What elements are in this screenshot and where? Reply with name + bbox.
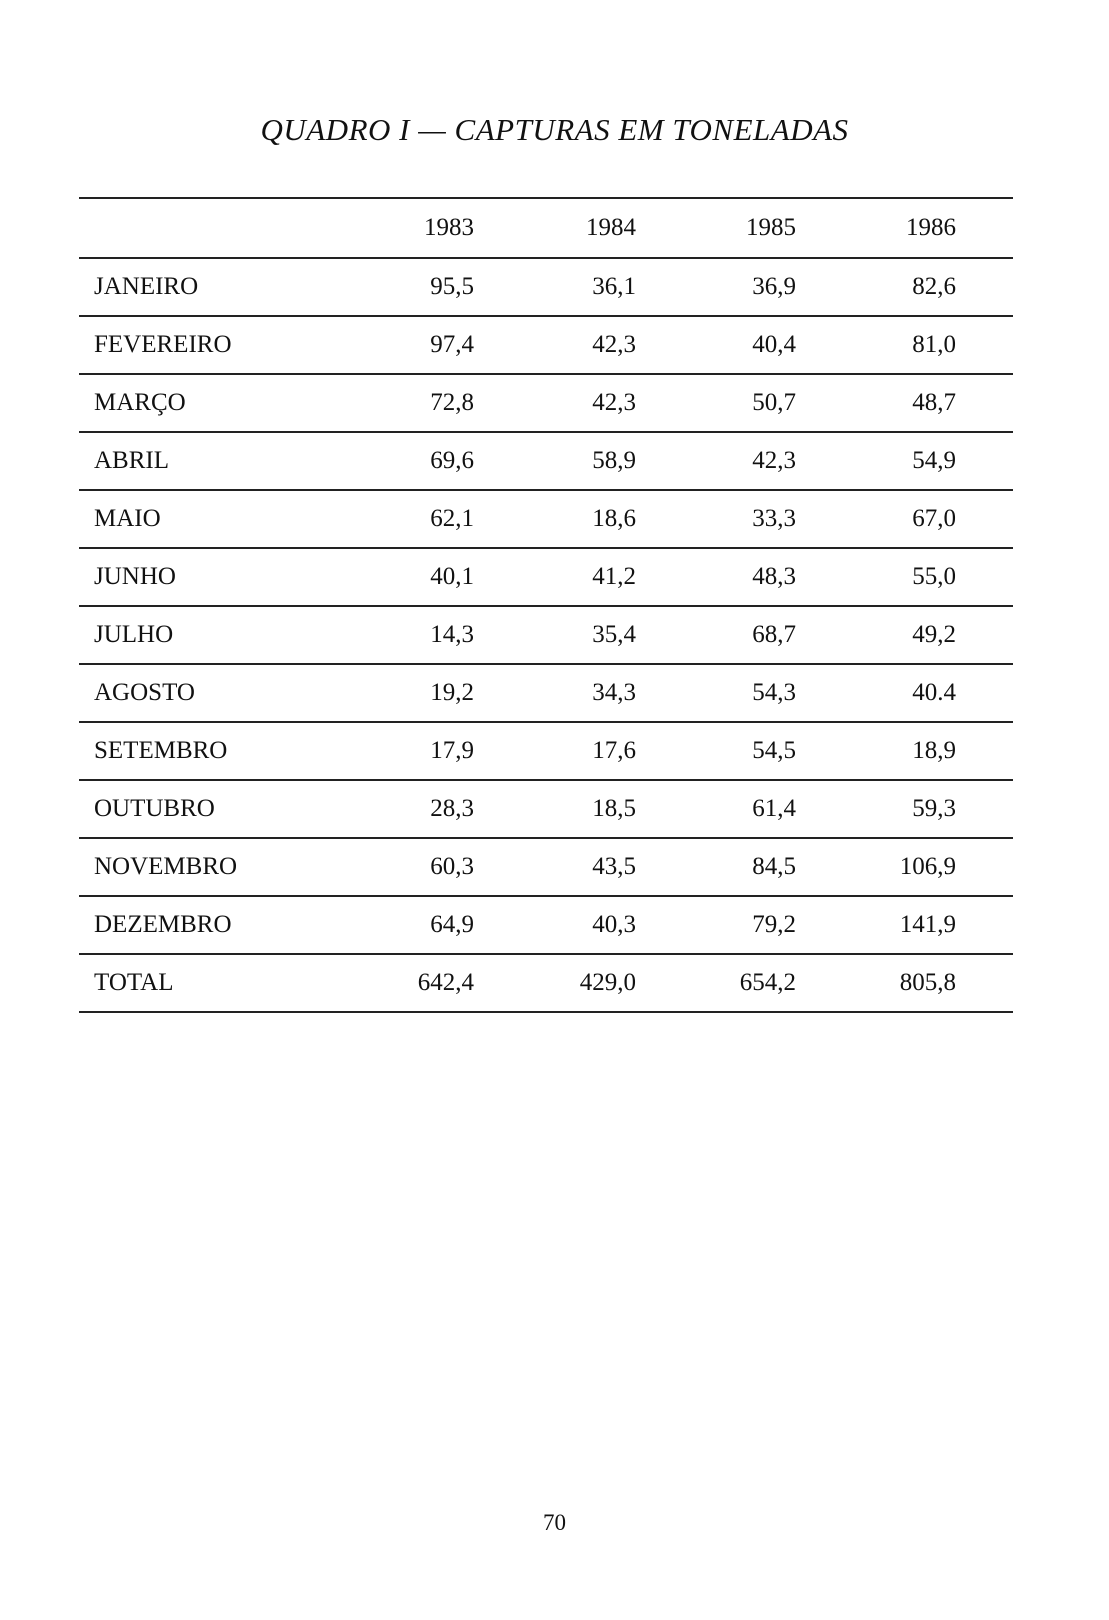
value-cell-1984: 35,4	[592, 621, 636, 648]
table-row	[79, 259, 1013, 317]
table-header-row	[79, 199, 1013, 259]
table-title: QUADRO I — CAPTURAS EM TONELADAS	[260, 112, 849, 147]
value-cell-1986: 48,7	[912, 389, 956, 416]
value-cell-1983: 69,6	[430, 447, 474, 474]
value-cell-1986: 49,2	[912, 621, 956, 648]
value-cell-1983: 14,3	[430, 621, 474, 648]
value-cell-1985: 79,2	[752, 911, 796, 938]
table-row	[79, 897, 1013, 955]
month-label: MARÇO	[94, 389, 186, 416]
table-row	[79, 723, 1013, 781]
header-year-1983: 1983	[424, 214, 474, 241]
value-cell-1985: 54,5	[752, 737, 796, 764]
value-cell-1984: 41,2	[592, 563, 636, 590]
value-cell-1986: 805,8	[899, 969, 956, 996]
value-cell-1986: 18,9	[912, 737, 956, 764]
value-cell-1985: 68,7	[752, 621, 796, 648]
value-cell-1983: 40,1	[430, 563, 474, 590]
value-cell-1985: 84,5	[752, 853, 796, 880]
header-year-1985: 1985	[746, 214, 796, 241]
table-row	[79, 665, 1013, 723]
value-cell-1983: 64,9	[430, 911, 474, 938]
value-cell-1985: 54,3	[752, 679, 796, 706]
month-label: JANEIRO	[94, 273, 199, 300]
table-row	[79, 433, 1013, 491]
table-body	[79, 259, 1013, 1013]
value-cell-1983: 28,3	[430, 795, 474, 822]
value-cell-1984: 40,3	[592, 911, 636, 938]
month-label: OUTUBRO	[94, 795, 215, 822]
value-cell-1984: 18,5	[592, 795, 636, 822]
value-cell-1984: 429,0	[579, 969, 636, 996]
header-year-1986: 1986	[906, 214, 956, 241]
month-label: MAIO	[94, 505, 161, 532]
month-label: NOVEMBRO	[94, 853, 238, 880]
value-cell-1986: 106,9	[899, 853, 956, 880]
table-row	[79, 549, 1013, 607]
month-label: AGOSTO	[94, 679, 195, 706]
month-label: ABRIL	[94, 447, 169, 474]
value-cell-1983: 97,4	[430, 331, 474, 358]
value-cell-1985: 50,7	[752, 389, 796, 416]
value-cell-1986: 82,6	[912, 273, 956, 300]
captures-table	[79, 197, 1013, 1013]
table-row	[79, 607, 1013, 665]
value-cell-1983: 60,3	[430, 853, 474, 880]
value-cell-1984: 58,9	[592, 447, 636, 474]
table-row	[79, 317, 1013, 375]
table-row	[79, 839, 1013, 897]
value-cell-1985: 654,2	[739, 969, 796, 996]
value-cell-1985: 42,3	[752, 447, 796, 474]
value-cell-1985: 40,4	[752, 331, 796, 358]
table-row	[79, 375, 1013, 433]
value-cell-1984: 42,3	[592, 331, 636, 358]
value-cell-1986: 59,3	[912, 795, 956, 822]
month-label: DEZEMBRO	[94, 911, 232, 938]
value-cell-1983: 62,1	[430, 505, 474, 532]
value-cell-1984: 18,6	[592, 505, 636, 532]
value-cell-1983: 642,4	[417, 969, 474, 996]
value-cell-1985: 36,9	[752, 273, 796, 300]
table-total-row	[79, 955, 1013, 1013]
value-cell-1984: 42,3	[592, 389, 636, 416]
month-label: JUNHO	[94, 563, 176, 590]
value-cell-1984: 43,5	[592, 853, 636, 880]
month-label: TOTAL	[94, 969, 174, 996]
header-year-1984: 1984	[586, 214, 636, 241]
value-cell-1986: 141,9	[899, 911, 956, 938]
value-cell-1984: 34,3	[592, 679, 636, 706]
value-cell-1986: 55,0	[912, 563, 956, 590]
value-cell-1986: 40.4	[912, 679, 956, 706]
value-cell-1985: 48,3	[752, 563, 796, 590]
value-cell-1984: 17,6	[592, 737, 636, 764]
value-cell-1986: 81,0	[912, 331, 956, 358]
month-label: FEVEREIRO	[94, 331, 232, 358]
page-number: 70	[543, 1510, 566, 1535]
month-label: JULHO	[94, 621, 174, 648]
table-row	[79, 781, 1013, 839]
value-cell-1983: 17,9	[430, 737, 474, 764]
table-row	[79, 491, 1013, 549]
value-cell-1986: 67,0	[912, 505, 956, 532]
value-cell-1983: 95,5	[430, 273, 474, 300]
value-cell-1986: 54,9	[912, 447, 956, 474]
value-cell-1983: 72,8	[430, 389, 474, 416]
value-cell-1984: 36,1	[592, 273, 636, 300]
value-cell-1985: 61,4	[752, 795, 796, 822]
value-cell-1985: 33,3	[752, 505, 796, 532]
month-label: SETEMBRO	[94, 737, 228, 764]
value-cell-1983: 19,2	[430, 679, 474, 706]
